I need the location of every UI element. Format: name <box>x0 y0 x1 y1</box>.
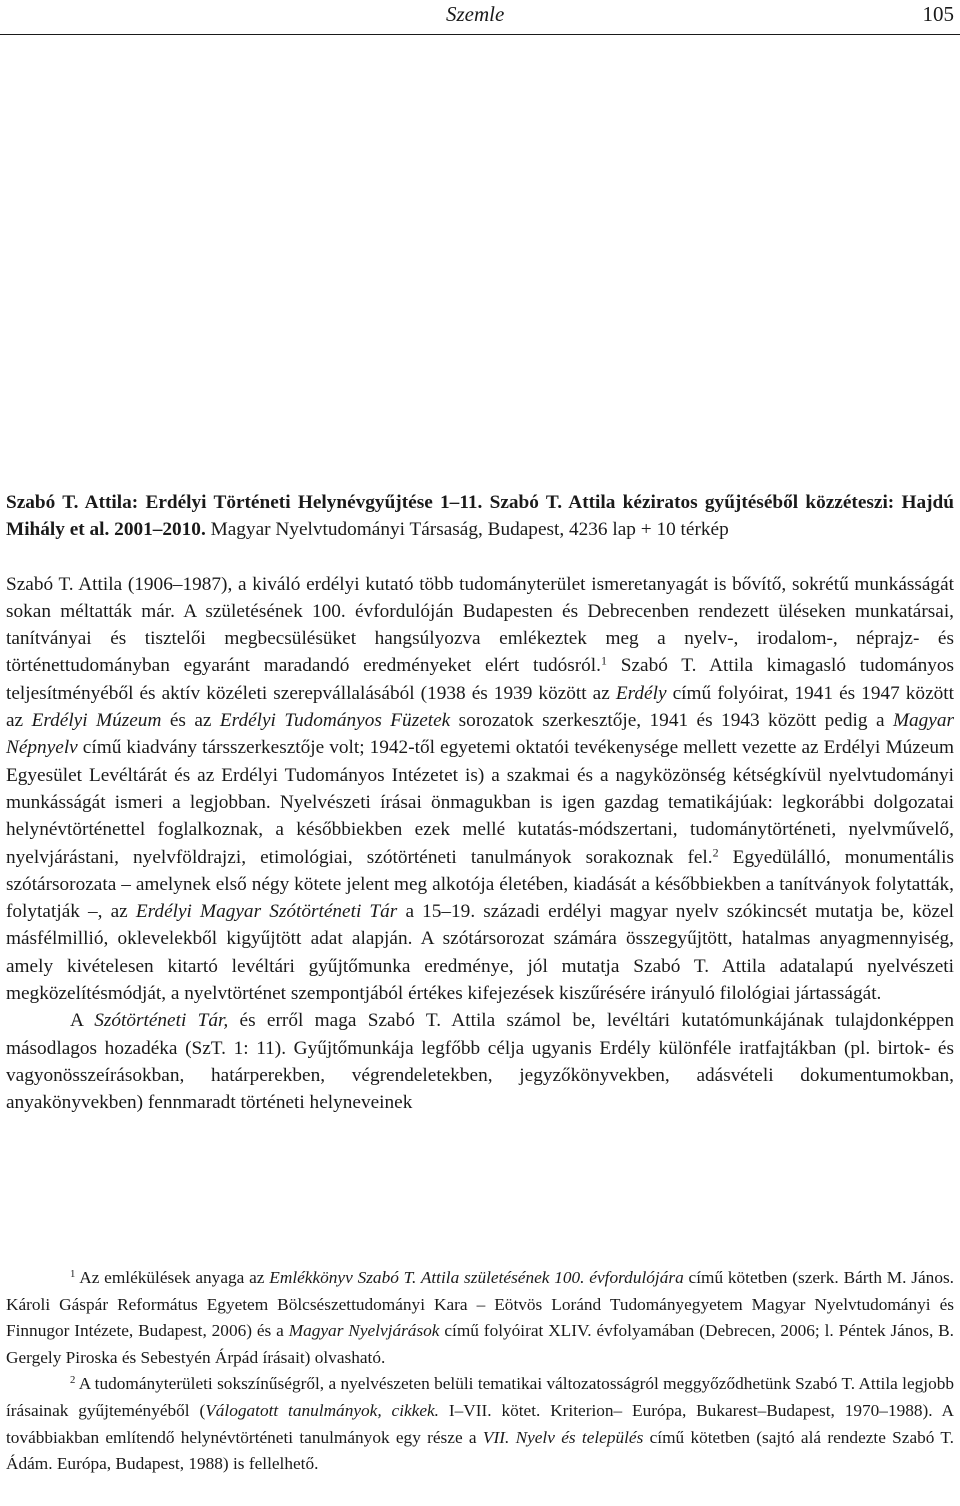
text-run: című kiadvány társszerkesztője volt; 1942-től egyetemi oktatói tevékenysége mellett vezette az Erdélyi Múzeum Egyesület Levéltárát és az Erdélyi Tudományos Intézetet is) a szakmai és a nagyközönség kétségkívül nyelvtudományi munkásságát ismeri a legjobban. Nyelvészeti írásai önmagukban is igen gazdag tematikájúak: legkorábbi dolgozatai helynévtörténettel foglalkoznak, a későbbiekben ezek mellé kutatás-módszertani, tudománytörténeti, nyelvművelő, nyelvjárástani, nyelvföldrajzi, etimológiai, szótörténeti tanulmányok sorakoznak fel. <box>6 737 954 868</box>
italic-title: Szótörténeti Tár, <box>94 1010 229 1032</box>
main-text <box>6 489 954 1117</box>
text-run: Az emlékülések anyaga az <box>75 1268 270 1287</box>
italic-title: Válogatott tanulmányok, cikkek. <box>205 1400 439 1420</box>
text-run: és az <box>161 710 220 732</box>
text-run: Egyedülálló, monumentális szótársorozata – amelynek első négy kötete jelent meg alkotója életében, kiadását a későbbiekben a tanítványok folytatták, folytatják –, az <box>6 846 954 923</box>
text-run: a 15–19. századi erdélyi magyar nyelv szókincsét mutatja be, közel másfélmillió, oklevelekből kigyűjtött adat alapján. A szótársorozat számára összegyűjtött, hatalmas anyagmennyiség, amely kivételesen kitartó levéltári gyűjtőmunka eredménye, jól mutatja Szabó T. Attila adatalapú nyelvészeti megközelítésmódját, a nyelvtörténet szempontjából értékes kifejezések kiszűrésére irányuló filológiai jártasságát. <box>6 901 954 1005</box>
italic-title: Erdély <box>615 682 667 704</box>
footnote-ref-2: 2 <box>712 844 719 859</box>
footnote-1 <box>6 1265 954 1371</box>
italic-title: VII. Nyelv és település <box>482 1427 644 1447</box>
text-run: című folyóirat XLIV. évfolyamában (Debrecen, 2006; l. Péntek János, B. Gergely Piroska és Sebestyén Árpád írásait) olvasható. <box>6 1321 954 1367</box>
text-run: A tudományterületi sokszínűségről, a nyelvészeten belüli tematikai változatosságról meggyőződhetünk Szabó T. Attila legjobb írásainak gyűjteményéből ( <box>6 1374 954 1420</box>
italic-title: Magyar Népnyelv <box>6 710 955 759</box>
italic-title: Magyar Nyelvjárások <box>288 1321 440 1341</box>
text-run: című kötetben (sajtó alá rendezte Szabó T. Ádám. Európa, Budapest, 1988) is fellelhető. <box>6 1427 954 1474</box>
running-title: Szemle <box>446 2 505 26</box>
italic-title: Erdélyi Tudományos Füzetek <box>219 710 451 732</box>
text-run: Szabó T. Attila kimagasló tudományos teljesítményéből és aktív közéleti szerepvállalásából (1938 és 1939 között az <box>6 655 954 704</box>
italic-title: Erdélyi Magyar Szótörténeti Tár <box>135 901 398 923</box>
footnote-2 <box>6 1371 954 1477</box>
header-rule <box>0 34 960 35</box>
italic-title: Emlékkönyv Szabó T. Attila születésének 100. évfordulójára <box>269 1268 684 1287</box>
body-paragraph-1 <box>6 571 954 1008</box>
footnote-number-2: 2 <box>70 1374 76 1387</box>
text-run: Szabó T. Attila (1906–1987), a kiváló erdélyi kutató több tudományterület ismeretanyagát is bővítő, sokrétű munkásságát sokan méltatták már. A születésének 100. évfordulóján Budapesten és Debrecenben rendezett üléseken munkatársai, tanítványai és tisztelői megbecsülésüket hangsúlyozva emlékeztek meg a nyelv-, irodalom-, néprajz- és történettudományban egyaránt maradandó eredményeket elért tudósról. <box>6 573 954 677</box>
book-citation <box>6 489 954 544</box>
italic-title: Erdélyi Múzeum <box>31 710 162 732</box>
book-title: Szabó T. Attila: Erdélyi Történeti Helynévgyűjtése 1–11. Szabó T. Attila kéziratos gyűjtéséből közzéteszi: Hajdú Mihály et al. 2001–2010. <box>6 492 954 541</box>
text-run: A <box>70 1010 95 1032</box>
footnotes <box>6 1265 954 1478</box>
text-run: I–VII. kötet. Kriterion– Európa, Bukarest–Budapest, 1970–1988). A továbbiakban említendő helynévtörténeti tanulmányok egy része a <box>6 1400 954 1447</box>
text-run: sorozatok szerkesztője, 1941 és 1943 között pedig a <box>450 710 893 732</box>
paragraph-gap <box>6 544 954 571</box>
text-run: és erről maga Szabó T. Attila számol be, levéltári kutatómunkájának tulajdonképpen másodlagos hozadéka (SzT. 1: 11). Gyűjtőmunkája legfőbb célja ugyanis Erdély különféle iratfajtákban (pl. birtok- és vagyonösszeírásokban, határperekben, végrendeletekben, jegyzőkönyvekben, adásvételi dokumentumokban, anyakönyvekben) fennmaradt történeti helyneveinek <box>6 1010 954 1114</box>
book-publisher: Magyar Nyelvtudományi Társaság, Budapest, 4236 lap + 10 térkép <box>210 519 729 541</box>
text-run: című kötetben (szerk. Bárth M. János. Károli Gáspár Református Egyetem Bölcsészettudományi Kara – Eötvös Loránd Tudományegyetem Magyar Nyelvtudományi és Finnugor Intézete, Budapest, 2006) és a <box>6 1268 954 1341</box>
body-paragraph-2 <box>6 1007 954 1116</box>
footnote-ref-1: 1 <box>601 653 607 668</box>
footnote-number-1: 1 <box>70 1268 76 1281</box>
page-number: 105 <box>922 2 954 26</box>
page-header <box>0 0 960 36</box>
text-run: című folyóirat, 1941 és 1947 között az <box>6 682 954 732</box>
